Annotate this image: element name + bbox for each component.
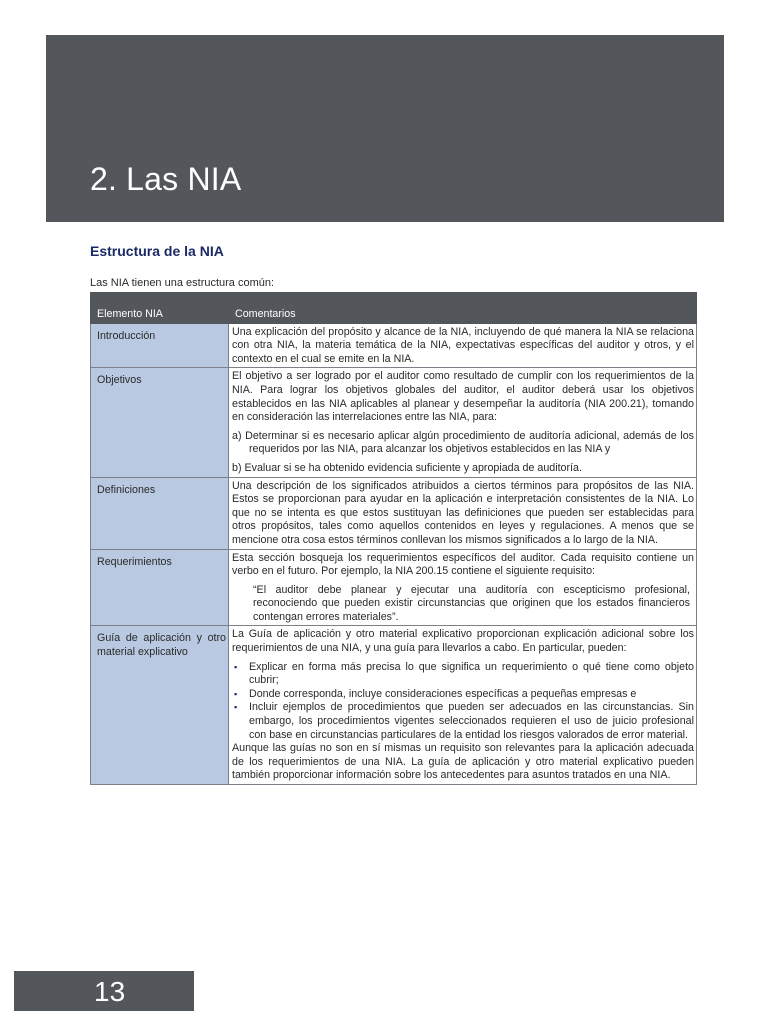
table-row [91,549,697,626]
row-text: Una explicación del propósito y alcance de la NIA, incluyendo de qué manera la NIA se relaciona con otra NIA, la materia temática de la NIA, expectativas específicas del auditor y otros, y el contexto en el cual se emite en la NIA. [232,325,694,365]
row-closing-text: Aunque las guías no son en sí mismas un requisito son relevantes para la aplicación adecuada de los requerimientos de una NIA. La guía de aplicación y otro material explicativo pueden también proporcionar información sobre los antecedentes para asuntos tratados en una NIA. [232,742,694,782]
list-item: ▪ Incluir ejemplos de procedimientos que pueden ser adecuados en las circunstancias. Sin embargo, los procedimientos vigentes seleccionados requieren el uso de juicio profesional con base en circunstancias particulares de la entidad los riesgos valorados de error material. [234,701,694,741]
header-comentarios: Comentarios [229,293,697,324]
square-bullet-icon: ▪ [234,702,238,713]
square-bullet-icon: ▪ [234,661,238,672]
list-item: ▪ Donde corresponda, incluye consideraciones específicas a pequeñas empresas e [234,687,637,700]
row-label-requerimientos: Requerimientos [91,549,229,626]
square-bullet-icon: ▪ [234,688,238,699]
list-item: ▪ Explicar en forma más precisa lo que significa un requerimiento o qué tiene como objeto cubrir; [234,660,694,687]
guia-bullet-list [232,661,694,743]
row-label-objetivos: Objetivos [91,368,229,477]
table-row [91,323,697,368]
row-text: Una descripción de los significados atribuidos a ciertos términos para propósitos de las NIA. Estos se proporcionan para ayudar en la aplicación e interpretación consistentes de la NIA. Lo que no se intenta es que estos sustituyan las definiciones que pueden ser establecidas para otros propósitos, tales como aquellos contenidos en leyes y regulaciones. A menos que se mencione otra cosa estos términos conllevan los mismos significados a lo largo de la NIA. [232,479,694,546]
table-row [91,626,697,785]
chapter-banner [46,35,724,222]
objective-item-b: b) Evaluar si se ha obtenido evidencia suficiente y apropiada de auditoría. [232,461,582,474]
row-text: La Guía de aplicación y otro material explicativo proporcionan explicación adicional sobre los requerimientos de una NIA, y una guía para llevarlos a cabo. En particular, pueden: [232,628,694,655]
section-intro: Las NIA tienen una estructura común: [90,277,275,289]
row-body-objetivos [229,368,697,477]
page-number: 13 [94,976,126,1007]
nia-structure-table [90,292,697,785]
row-body-introduccion [229,323,697,368]
row-body-definiciones [229,477,697,549]
row-body-requerimientos [229,549,697,626]
row-text: Esta sección bosqueja los requerimientos específicos del auditor. Cada requisito contiene un verbo en el futuro. Por ejemplo, la NIA 200.15 contiene el siguiente requisito: [232,551,694,578]
objective-item-a: a) Determinar si es necesario aplicar algún procedimiento de auditoría adicional, además de los requeridos por las NIA, para alcanzar los objetivos establecidos en las NIA y [232,429,694,456]
row-body-guia [229,626,697,785]
row-label-guia: Guía de aplicación y otro material explicativo [91,626,229,785]
requirement-quote: “El auditor debe planear y ejecutar una auditoría con escepticismo profesional, reconociendo que pueden existir circunstancias que originen que los estados financieros contengan errores materiales”. [253,583,690,623]
table-row [91,477,697,549]
chapter-title: 2. Las NIA [90,161,242,197]
row-label-introduccion: Introducción [91,323,229,368]
section-title: Estructura de la NIA [90,243,224,259]
table-row [91,368,697,477]
row-label-definiciones: Definiciones [91,477,229,549]
table-header-row [91,293,697,324]
header-elemento: Elemento NIA [91,293,229,324]
row-text: El objetivo a ser logrado por el auditor como resultado de cumplir con los requerimientos de la NIA. Para lograr los objetivos globales del auditor, el auditor deberá usar los objetivos establecidos en las NIA aplicables al planear y desempeñar la auditoría (NIA 200.21), tomando en consideración las interrelaciones entre las NIA, para: [232,370,694,424]
page-number-box [14,971,194,1011]
